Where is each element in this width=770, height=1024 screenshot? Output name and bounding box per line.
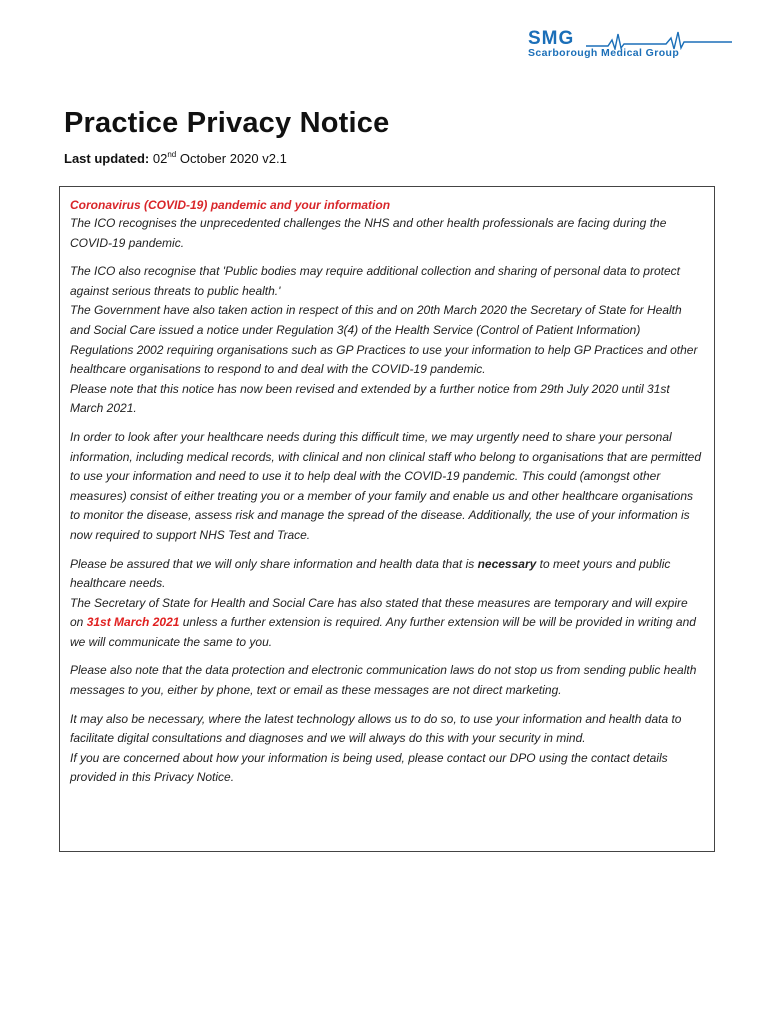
updated-sup: nd bbox=[167, 150, 177, 159]
logo-brand: SMG bbox=[528, 28, 575, 49]
notice-paragraph: In order to look after your healthcare needs during this difficult time, we may urgently need to share your personal information, including medical records, with clinical and non clinical staff who belong to organisations that are permitted to use your information and need to use it to help deal with the COVID-19 pandemic. This could (amongst other measures) consist of either treating you or a member of your family and enable us and other healthcare organisations to monitor the disease, assess risk and manage the spread of the disease. Additionally, the use of your information is now required to support NHS Test and Trace. bbox=[70, 429, 702, 542]
notice-paragraph: Please note that this notice has now been revised and extended by a further notice from 29th July 2020 until 31st March 2021. bbox=[70, 381, 670, 416]
page-title: Practice Privacy Notice bbox=[64, 107, 390, 139]
last-updated bbox=[64, 150, 287, 168]
notice-paragraph: It may also be necessary, where the latest technology allows us to do so, to use your information and health data to facilitate digital consultations and diagnoses and we will always do this with your security in mind. bbox=[70, 711, 682, 746]
notice-paragraph bbox=[70, 555, 704, 594]
notice-paragraph: The ICO recognises the unprecedented challenges the NHS and other health professionals are facing during the COVID-19 pandemic. bbox=[70, 216, 667, 250]
p5-pre: The Secretary of State for Health and Social Care has also stated that these measures are temporary and will expire on bbox=[70, 595, 688, 630]
p4-post: to meet yours and public healthcare needs. bbox=[70, 556, 671, 591]
updated-label: Last updated: bbox=[64, 151, 150, 166]
expiry-date: 31st March 2021 bbox=[86, 615, 180, 630]
p4-bold: necessary bbox=[477, 556, 537, 571]
notice-paragraph: If you are concerned about how your information is being used, please contact our DPO using the contact details provided in this Privacy Notice. bbox=[70, 750, 668, 785]
smg-logo bbox=[526, 28, 732, 64]
logo-subtitle: Scarborough Medical Group bbox=[528, 47, 680, 59]
notice-paragraph: The Government have also taken action in respect of this and on 20th March 2020 the Secretary of State for Health and Social Care issued a notice under Regulation 3(4) of the Health Service (Control of Patient Information) Regulations 2002 requiring organisations such as GP Practices to use your information to help GP Practices and other healthcare organisations to respond to and deal with the COVID-19 pandemic. bbox=[70, 303, 698, 377]
covid-notice-box bbox=[59, 186, 715, 852]
notice-paragraph: The ICO also recognise that 'Public bodies may require additional collection and sharing of personal data to protect against serious threats to public health.' bbox=[70, 264, 680, 298]
p4-pre: Please be assured that we will only share information and health data that is bbox=[70, 556, 478, 571]
p5-post: unless a further extension is required. Any further extension will be will be provided in writing and we will communicate the same to you. bbox=[70, 615, 696, 649]
notice-paragraph bbox=[70, 594, 704, 653]
notice-heading: Coronavirus (COVID-19) pandemic and your information bbox=[70, 198, 391, 212]
notice-paragraph: Please also note that the data protection and electronic communication laws do not stop us from sending public health messages to you, either by phone, text or email as these messages are not direct marketing. bbox=[70, 663, 697, 698]
updated-day: 02 bbox=[152, 151, 168, 166]
updated-rest: October 2020 v2.1 bbox=[179, 151, 287, 166]
